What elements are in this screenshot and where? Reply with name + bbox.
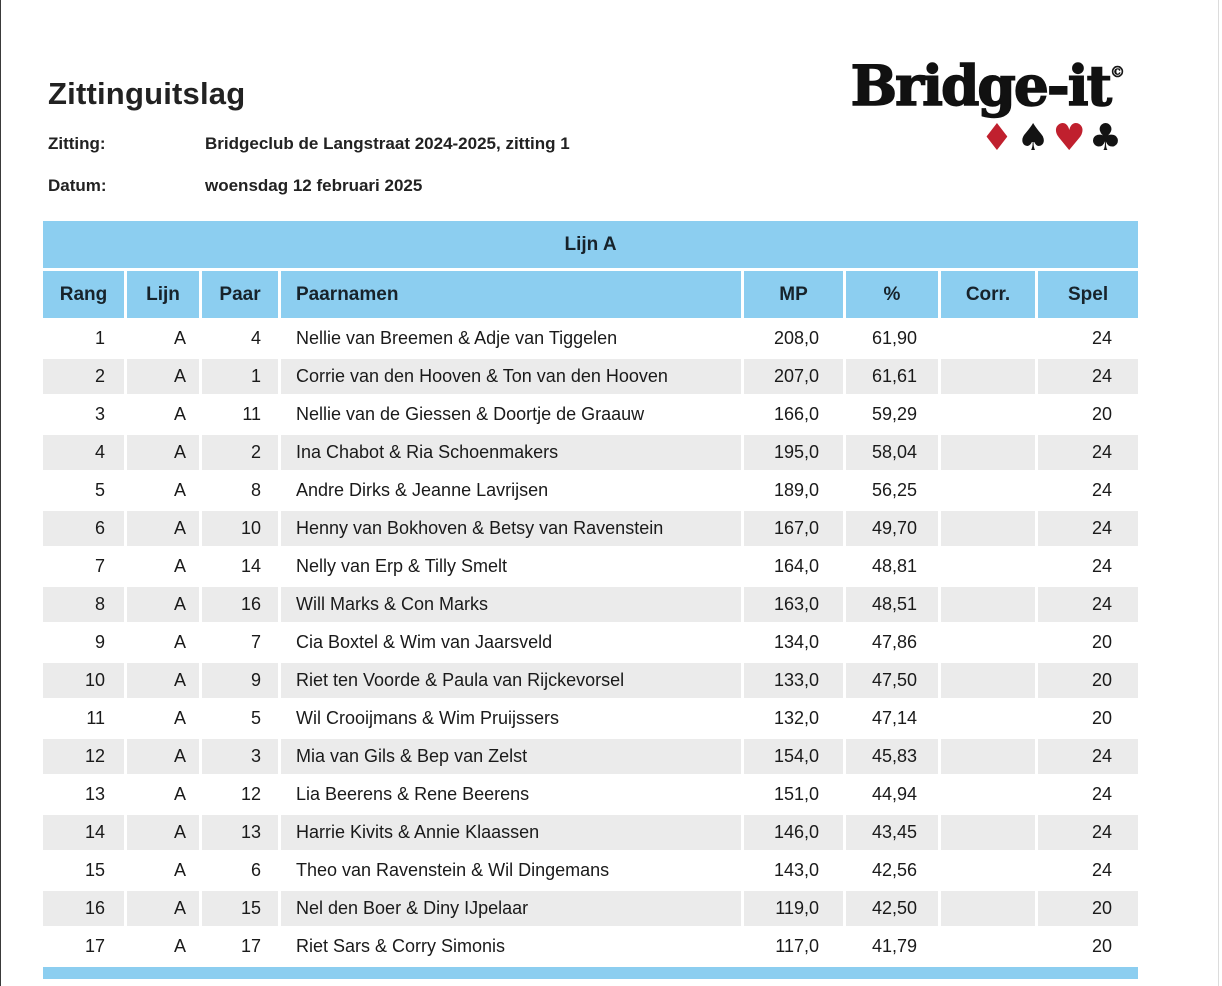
cell-pct: 49,70 [846, 511, 938, 546]
cell-rang: 6 [43, 511, 124, 546]
cell-lijn: A [127, 435, 199, 470]
cell-pct: 48,81 [846, 549, 938, 584]
table-row [43, 777, 1138, 812]
cell-rang: 4 [43, 435, 124, 470]
cell-pct: 43,45 [846, 815, 938, 850]
cell-spel: 20 [1038, 929, 1138, 964]
meta-zitting [48, 134, 570, 154]
cell-spel: 24 [1038, 587, 1138, 622]
cell-paar: 5 [202, 701, 278, 736]
cell-corr [941, 739, 1035, 774]
table-row [43, 625, 1138, 660]
cell-lijn: A [127, 549, 199, 584]
cell-paar: 12 [202, 777, 278, 812]
cell-corr [941, 777, 1035, 812]
cell-pct: 61,90 [846, 321, 938, 356]
cell-rang: 3 [43, 397, 124, 432]
cell-paar: 1 [202, 359, 278, 394]
cell-spel: 24 [1038, 777, 1138, 812]
cell-spel: 24 [1038, 511, 1138, 546]
cell-paarnamen: Nelly van Erp & Tilly Smelt [281, 549, 741, 584]
page-right-edge [1218, 0, 1219, 986]
cell-spel: 24 [1038, 321, 1138, 356]
table-row [43, 435, 1138, 470]
cell-corr [941, 473, 1035, 508]
cell-pct: 48,51 [846, 587, 938, 622]
cell-spel: 20 [1038, 701, 1138, 736]
cell-paar: 14 [202, 549, 278, 584]
cell-spel: 20 [1038, 397, 1138, 432]
col-header-rang: Rang [43, 271, 124, 318]
column-header-row [43, 271, 1138, 318]
cell-rang: 15 [43, 853, 124, 888]
footer-bar [43, 967, 1138, 979]
meta-datum-label: Datum: [48, 176, 107, 195]
col-header-paar: Paar [202, 271, 278, 318]
spade-suit-icon: ♠ [1016, 116, 1053, 159]
cell-rang: 2 [43, 359, 124, 394]
cell-paarnamen: Nellie van de Giessen & Doortje de Graauw [281, 397, 741, 432]
cell-paarnamen: Lia Beerens & Rene Beerens [281, 777, 741, 812]
table-row [43, 815, 1138, 850]
page-left-edge [0, 0, 1, 986]
logo-suits [790, 116, 1125, 159]
cell-mp: 132,0 [744, 701, 843, 736]
cell-paar: 3 [202, 739, 278, 774]
cell-corr [941, 929, 1035, 964]
cell-rang: 8 [43, 587, 124, 622]
cell-paarnamen: Theo van Ravenstein & Wil Dingemans [281, 853, 741, 888]
table-row [43, 511, 1138, 546]
cell-pct: 41,79 [846, 929, 938, 964]
cell-paar: 6 [202, 853, 278, 888]
cell-mp: 207,0 [744, 359, 843, 394]
cell-mp: 189,0 [744, 473, 843, 508]
cell-rang: 17 [43, 929, 124, 964]
table-row [43, 929, 1138, 964]
results-tbody [43, 321, 1138, 964]
table-row [43, 397, 1138, 432]
cell-lijn: A [127, 663, 199, 698]
cell-paar: 9 [202, 663, 278, 698]
meta-zitting-label: Zitting: [48, 134, 106, 153]
table-row [43, 663, 1138, 698]
cell-corr [941, 549, 1035, 584]
cell-spel: 24 [1038, 473, 1138, 508]
cell-corr [941, 815, 1035, 850]
cell-mp: 167,0 [744, 511, 843, 546]
cell-lijn: A [127, 359, 199, 394]
cell-paarnamen: Nellie van Breemen & Adje van Tiggelen [281, 321, 741, 356]
cell-rang: 13 [43, 777, 124, 812]
cell-rang: 14 [43, 815, 124, 850]
heart-suit-icon: ♥ [1052, 116, 1089, 159]
cell-pct: 45,83 [846, 739, 938, 774]
cell-pct: 58,04 [846, 435, 938, 470]
col-header-paarnamen: Paarnamen [281, 271, 741, 318]
cell-paarnamen: Nel den Boer & Diny IJpelaar [281, 891, 741, 926]
cell-paar: 16 [202, 587, 278, 622]
cell-paarnamen: Ina Chabot & Ria Schoenmakers [281, 435, 741, 470]
cell-paar: 15 [202, 891, 278, 926]
cell-paar: 2 [202, 435, 278, 470]
table-row [43, 359, 1138, 394]
cell-corr [941, 625, 1035, 660]
cell-lijn: A [127, 853, 199, 888]
cell-paarnamen: Riet Sars & Corry Simonis [281, 929, 741, 964]
col-header-lijn: Lijn [127, 271, 199, 318]
cell-corr [941, 701, 1035, 736]
cell-paarnamen: Will Marks & Con Marks [281, 587, 741, 622]
diamond-suit-icon: ♦ [980, 116, 1017, 159]
cell-paar: 17 [202, 929, 278, 964]
cell-rang: 16 [43, 891, 124, 926]
results-table [40, 218, 1141, 967]
cell-mp: 143,0 [744, 853, 843, 888]
table-row [43, 891, 1138, 926]
cell-lijn: A [127, 321, 199, 356]
bridge-it-logo [790, 53, 1125, 159]
cell-corr [941, 587, 1035, 622]
cell-spel: 20 [1038, 891, 1138, 926]
cell-rang: 5 [43, 473, 124, 508]
cell-corr [941, 397, 1035, 432]
col-header-percent: % [846, 271, 938, 318]
cell-lijn: A [127, 587, 199, 622]
cell-corr [941, 853, 1035, 888]
cell-paarnamen: Andre Dirks & Jeanne Lavrijsen [281, 473, 741, 508]
cell-paarnamen: Henny van Bokhoven & Betsy van Ravenstein [281, 511, 741, 546]
cell-mp: 208,0 [744, 321, 843, 356]
table-row [43, 701, 1138, 736]
cell-rang: 1 [43, 321, 124, 356]
logo-wordmark-text: Bridge-it [850, 53, 1110, 118]
cell-mp: 134,0 [744, 625, 843, 660]
table-row [43, 549, 1138, 584]
cell-spel: 20 [1038, 625, 1138, 660]
cell-pct: 44,94 [846, 777, 938, 812]
cell-pct: 42,56 [846, 853, 938, 888]
cell-paar: 4 [202, 321, 278, 356]
table-row [43, 321, 1138, 356]
cell-paar: 11 [202, 397, 278, 432]
col-header-mp: MP [744, 271, 843, 318]
meta-datum [48, 176, 422, 196]
cell-mp: 154,0 [744, 739, 843, 774]
cell-mp: 119,0 [744, 891, 843, 926]
cell-paar: 8 [202, 473, 278, 508]
cell-lijn: A [127, 625, 199, 660]
cell-mp: 195,0 [744, 435, 843, 470]
table-row [43, 587, 1138, 622]
table-row [43, 739, 1138, 774]
cell-pct: 47,14 [846, 701, 938, 736]
cell-lijn: A [127, 929, 199, 964]
cell-corr [941, 511, 1035, 546]
cell-lijn: A [127, 701, 199, 736]
cell-lijn: A [127, 511, 199, 546]
cell-paarnamen: Mia van Gils & Bep van Zelst [281, 739, 741, 774]
cell-lijn: A [127, 473, 199, 508]
cell-paarnamen: Wil Crooijmans & Wim Pruijssers [281, 701, 741, 736]
table-row [43, 853, 1138, 888]
cell-lijn: A [127, 777, 199, 812]
cell-paarnamen: Corrie van den Hooven & Ton van den Hooven [281, 359, 741, 394]
cell-rang: 11 [43, 701, 124, 736]
cell-corr [941, 435, 1035, 470]
cell-lijn: A [127, 891, 199, 926]
cell-spel: 24 [1038, 549, 1138, 584]
meta-zitting-value: Bridgeclub de Langstraat 2024-2025, zitting 1 [205, 134, 570, 153]
results-table-wrap [40, 218, 1141, 967]
cell-paarnamen: Harrie Kivits & Annie Klaassen [281, 815, 741, 850]
cell-mp: 164,0 [744, 549, 843, 584]
cell-paar: 13 [202, 815, 278, 850]
cell-spel: 24 [1038, 359, 1138, 394]
meta-datum-value: woensdag 12 februari 2025 [205, 176, 423, 195]
cell-pct: 56,25 [846, 473, 938, 508]
cell-lijn: A [127, 739, 199, 774]
cell-pct: 47,50 [846, 663, 938, 698]
cell-mp: 163,0 [744, 587, 843, 622]
col-header-corr: Corr. [941, 271, 1035, 318]
cell-spel: 24 [1038, 435, 1138, 470]
cell-paar: 10 [202, 511, 278, 546]
page-title: Zittinguitslag [48, 76, 246, 111]
cell-corr [941, 359, 1035, 394]
col-header-spel: Spel [1038, 271, 1138, 318]
cell-spel: 20 [1038, 663, 1138, 698]
section-banner-row [43, 221, 1138, 268]
cell-rang: 10 [43, 663, 124, 698]
cell-pct: 59,29 [846, 397, 938, 432]
cell-pct: 61,61 [846, 359, 938, 394]
cell-spel: 24 [1038, 853, 1138, 888]
cell-mp: 146,0 [744, 815, 843, 850]
table-row [43, 473, 1138, 508]
copyright-icon: © [1110, 63, 1125, 81]
cell-pct: 47,86 [846, 625, 938, 660]
cell-corr [941, 321, 1035, 356]
cell-mp: 151,0 [744, 777, 843, 812]
logo-wordmark [790, 53, 1125, 118]
cell-mp: 166,0 [744, 397, 843, 432]
cell-spel: 24 [1038, 739, 1138, 774]
cell-paarnamen: Cia Boxtel & Wim van Jaarsveld [281, 625, 741, 660]
cell-paar: 7 [202, 625, 278, 660]
cell-rang: 7 [43, 549, 124, 584]
cell-rang: 12 [43, 739, 124, 774]
cell-rang: 9 [43, 625, 124, 660]
cell-spel: 24 [1038, 815, 1138, 850]
cell-paarnamen: Riet ten Voorde & Paula van Rijckevorsel [281, 663, 741, 698]
cell-mp: 133,0 [744, 663, 843, 698]
cell-pct: 42,50 [846, 891, 938, 926]
section-title: Lijn A [43, 221, 1138, 268]
club-suit-icon: ♣ [1088, 116, 1125, 159]
cell-lijn: A [127, 815, 199, 850]
cell-corr [941, 891, 1035, 926]
cell-lijn: A [127, 397, 199, 432]
cell-mp: 117,0 [744, 929, 843, 964]
cell-corr [941, 663, 1035, 698]
